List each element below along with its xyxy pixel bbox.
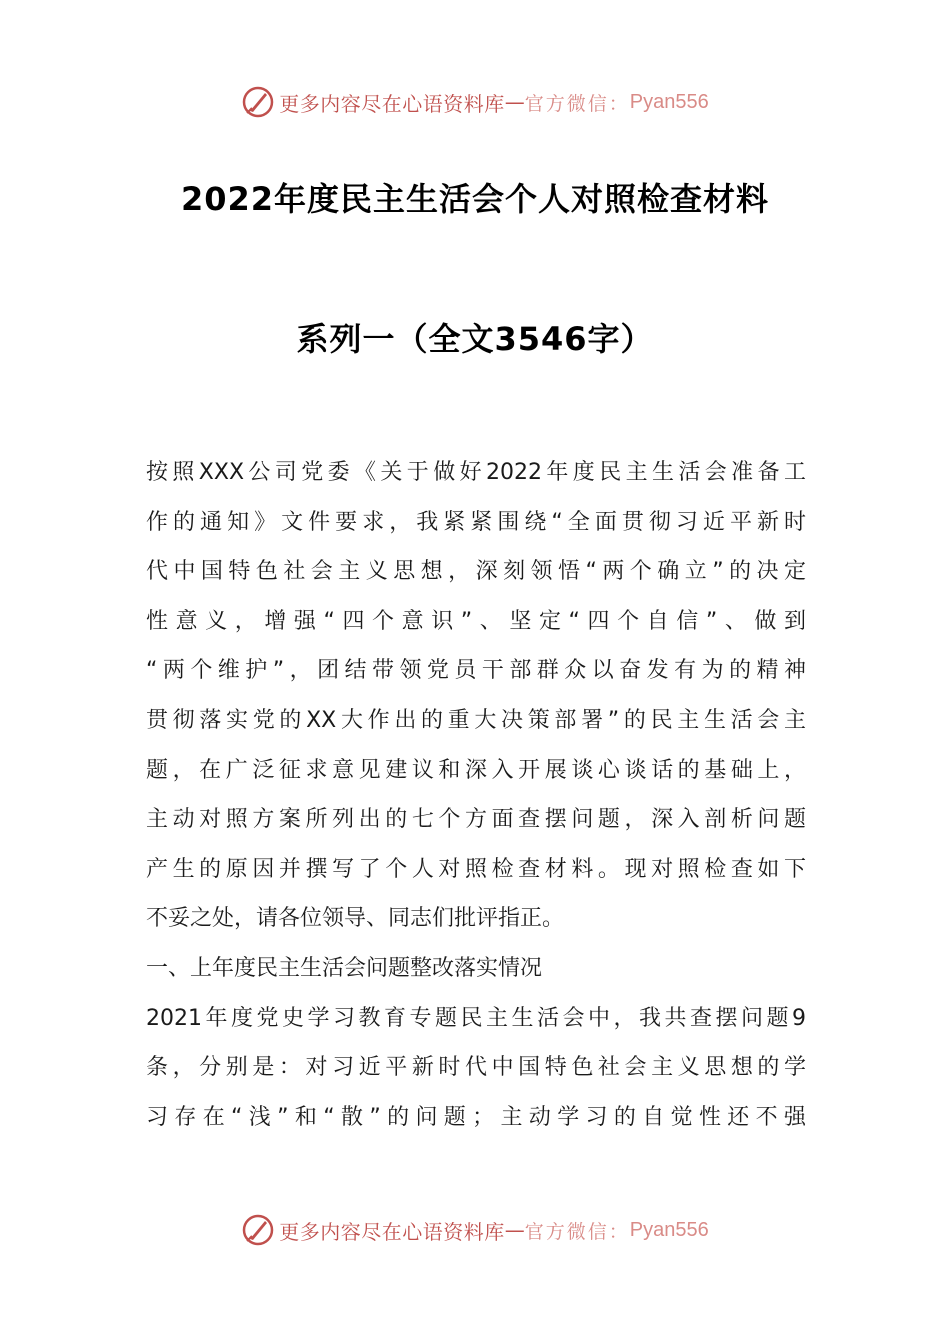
quill-logo-icon [241, 1213, 275, 1247]
watermark-brand: 更多内容尽在心语资料库 [279, 1219, 505, 1244]
body-line: 作的通知》文件要求，我紧紧围绕“全面贯彻习近平新时 [146, 509, 806, 535]
body-line: 题，在广泛征求意见建议和深入开展谈心谈话的基础上， [146, 757, 806, 783]
document-body [146, 448, 806, 1142]
body-line: “两个维护”，团结带领党员干部群众以奋发有为的精神 [146, 658, 806, 684]
document-subtitle: 系列一（全文3546字） [296, 320, 654, 358]
body-line: 产生的原因并撰写了个人对照检查材料。现对照检查如下 [146, 856, 806, 882]
watermark-brand: 更多内容尽在心语资料库 [279, 91, 505, 116]
watermark-official: 官方微信： [524, 92, 630, 115]
body-line: 贯彻落实党的XX大作出的重大决策部署”的民主生活会主 [146, 707, 806, 733]
watermark-separator: — [504, 90, 525, 114]
body-line: 代中国特色社会主义思想，深刻领悟“两个确立”的决定 [146, 559, 806, 585]
body-line: 性意义，增强“四个意识”、坚定“四个自信”、做到 [146, 608, 806, 634]
body-line: 主动对照方案所列出的七个方面查摆问题，深入剖析问题 [146, 807, 806, 833]
body-line: 不妥之处，请各位领导、同志们批评指正。 [146, 906, 565, 932]
body-line: 条，分别是：对习近平新时代中国特色社会主义思想的学 [146, 1055, 806, 1081]
body-line: 2021年度党史学习教育专题民主生活会中，我共查摆问题9 [146, 1005, 806, 1031]
quill-logo-icon [241, 85, 275, 119]
watermark-official: 官方微信： [524, 1220, 630, 1243]
body-line: 按照XXX公司党委《关于做好2022年度民主生活会准备工 [146, 460, 806, 485]
document-title: 2022年度民主生活会个人对照检查材料 [180, 180, 770, 218]
section-heading: 一、上年度民主生活会问题整改落实情况 [146, 955, 543, 981]
watermark-separator: — [504, 1218, 525, 1242]
watermark-wechat-id: Pyan556 [629, 90, 709, 113]
body-line: 习存在“浅”和“散”的问题；主动学习的自觉性还不强 [146, 1104, 806, 1130]
footer-watermark [0, 1210, 950, 1250]
watermark-wechat-id: Pyan556 [629, 1218, 709, 1241]
header-watermark [0, 82, 950, 122]
